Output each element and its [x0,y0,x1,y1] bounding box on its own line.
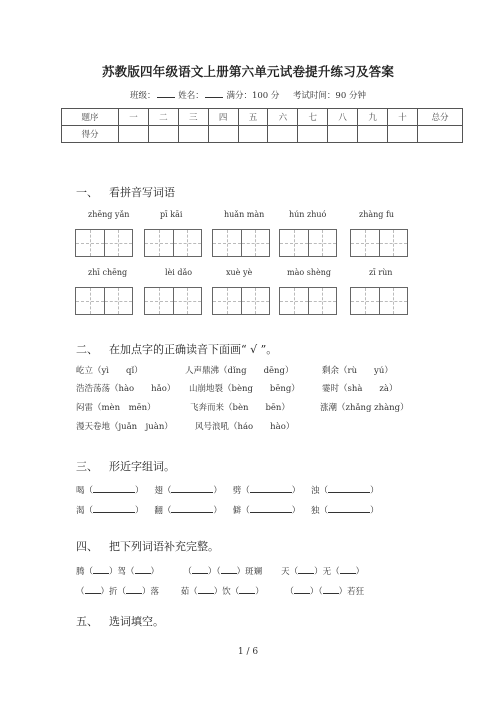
pinyin: zhàng fu [359,210,395,219]
pinyin: xuè yè [226,268,253,277]
header-cell: 三 [178,109,208,126]
name-label: 姓名： [178,91,204,101]
idiom-text: ）无（ [314,567,340,577]
header-cell: 二 [148,109,178,126]
section-number: 五、 [76,615,98,628]
reading-item: 涨潮（zhǎng zhàng） [320,403,409,413]
word-group-row: 喝（ ） 翅（ ） 劈（ ） 浊（ ） [76,483,379,496]
writing-grid[interactable] [75,229,133,257]
page-title: 苏教版四年级语文上册第六单元试卷提升练习及答案 [101,64,395,79]
page-number: 1 / 6 [237,647,259,657]
reading-item: 飞奔而来（bèn bēn） [190,403,290,413]
char: 翻 [154,506,163,516]
idiom-text: ）（ [207,567,221,577]
char: 翅 [154,486,163,496]
reading-item: 剩余（rù yú） [322,366,393,376]
idiom-text: 腾（ [76,567,94,577]
info-line [0,89,496,101]
writing-grid[interactable] [212,229,270,257]
answer-blank[interactable] [340,564,356,574]
writing-grid[interactable] [75,287,133,315]
idiom-text: 茹（ [180,587,198,597]
writing-grid[interactable] [144,229,202,257]
pinyin: zī rùn [369,268,393,277]
answer-blank[interactable] [93,483,135,493]
idiom-text: ）（ [309,587,323,597]
score-label: 得分 [62,126,119,143]
section-number: 四、 [76,540,98,553]
full-score: 满分：100 分 [226,91,280,101]
writing-grid[interactable] [279,229,337,257]
answer-blank[interactable] [250,483,292,493]
pinyin: mào shèng [287,268,331,277]
writing-grid[interactable] [350,229,408,257]
pinyin: hún zhuó [289,210,327,219]
answer-blank[interactable] [239,584,255,594]
reading-item: 山崩地裂（bèng bēng） [189,384,300,394]
score-cell[interactable] [178,126,208,143]
answer-blank[interactable] [126,584,142,594]
section-title: 把下列词语补充完整。 [109,540,219,553]
idiom-text: ）斑斓 [236,567,263,577]
answer-blank[interactable] [323,584,339,594]
score-cell[interactable] [328,126,358,143]
answer-blank[interactable] [93,564,109,574]
idiom-text: ） [355,567,365,577]
answer-blank[interactable] [93,503,135,513]
score-cell[interactable] [238,126,268,143]
pinyin: lèi dǎo [165,268,193,277]
char: 独 [311,506,320,516]
idiom-row [76,584,364,597]
reading-item: 风号浪吼（háo hào） [195,422,295,432]
answer-blank[interactable] [135,564,151,574]
pinyin: zhī chēng [88,268,128,277]
answer-blank[interactable] [198,584,214,594]
score-table-score-row [62,126,463,143]
section-number: 一、 [76,186,98,199]
answer-blank[interactable] [250,503,292,513]
header-cell: 七 [298,109,328,126]
writing-grid[interactable] [144,287,202,315]
answer-blank[interactable] [221,564,237,574]
score-cell[interactable] [268,126,298,143]
header-cell: 四 [208,109,238,126]
score-cell[interactable] [119,126,149,143]
header-cell: 总分 [418,109,463,126]
idiom-text: ）折（ [100,587,127,597]
section-number: 三、 [76,460,98,473]
reading-item: 浩浩荡荡（hào hǎo） [76,384,176,394]
reading-item: 屹立（yì qǐ） [76,366,143,376]
reading-item: 霎时（shà zà） [322,384,398,394]
section-4-heading [76,538,219,554]
header-cell: 九 [358,109,388,126]
score-cell[interactable] [388,126,418,143]
header-cell: 十 [388,109,418,126]
word-group-row: 渴（ ） 翻（ ） 僻（ ） 独（ ） [76,503,379,516]
answer-blank[interactable] [328,503,370,513]
header-cell: 八 [328,109,358,126]
char: 浊 [311,486,320,496]
section-1-heading [76,184,175,200]
score-table-header-row [62,109,463,126]
idiom-text: （ [183,567,192,577]
idiom-text: ）驾（ [109,567,135,577]
idiom-text: ）落 [142,587,160,597]
class-blank [157,89,175,98]
name-blank [205,89,223,98]
section-title: 选词填空。 [109,615,164,628]
answer-blank[interactable] [328,483,370,493]
score-cell[interactable] [148,126,178,143]
section-title: 在加点字的正确读音下面画“ √ ”。 [109,343,278,356]
char: 劈 [232,486,242,496]
char: 喝 [76,486,85,496]
pinyin: pī kāi [160,210,183,219]
reading-item: 漫天卷地（juǎn juàn） [76,422,173,432]
answer-blank[interactable] [85,584,101,594]
answer-blank[interactable] [171,503,213,513]
idiom-text: ）饮（ [213,587,240,597]
writing-grid[interactable] [279,287,337,315]
writing-grid[interactable] [212,287,270,315]
idiom-text: ） [255,587,264,597]
score-cell[interactable] [298,126,328,143]
exam-time: 考试时间：90 分钟 [292,91,366,101]
class-label: 班级： [130,91,156,101]
pinyin: zhēng yǎn [88,210,130,219]
idiom-text: （ [76,587,85,597]
answer-blank[interactable] [192,564,208,574]
reading-item: 闷雷（mèn mēn） [76,403,156,413]
score-cell[interactable] [208,126,238,143]
section-5-heading [76,613,164,629]
header-cell: 五 [238,109,268,126]
answer-blank[interactable] [294,584,310,594]
idiom-text: （ [285,587,294,597]
answer-blank[interactable] [171,483,213,493]
reading-item: 人声鼎沸（dǐng dēng） [185,366,294,376]
score-cell[interactable] [358,126,388,143]
answer-blank[interactable] [298,564,314,574]
pinyin: huǎn màn [224,210,265,219]
char: 渴 [76,506,85,516]
section-title: 形近字组词。 [109,460,175,473]
char: 僻 [232,506,242,516]
score-cell[interactable] [418,126,463,143]
idiom-text: 天（ [281,567,299,577]
idiom-text: ）若狂 [338,587,365,597]
header-cell: 六 [268,109,298,126]
score-table [61,108,463,143]
header-cell: 一 [119,109,149,126]
section-3-heading [76,458,175,474]
header-cell: 题序 [62,109,119,126]
idiom-text: ） [150,567,160,577]
section-2-heading [76,341,277,357]
section-title: 看拼音写词语 [109,186,175,199]
idiom-row [76,564,364,577]
section-number: 二、 [76,343,98,356]
writing-grid[interactable] [350,287,408,315]
